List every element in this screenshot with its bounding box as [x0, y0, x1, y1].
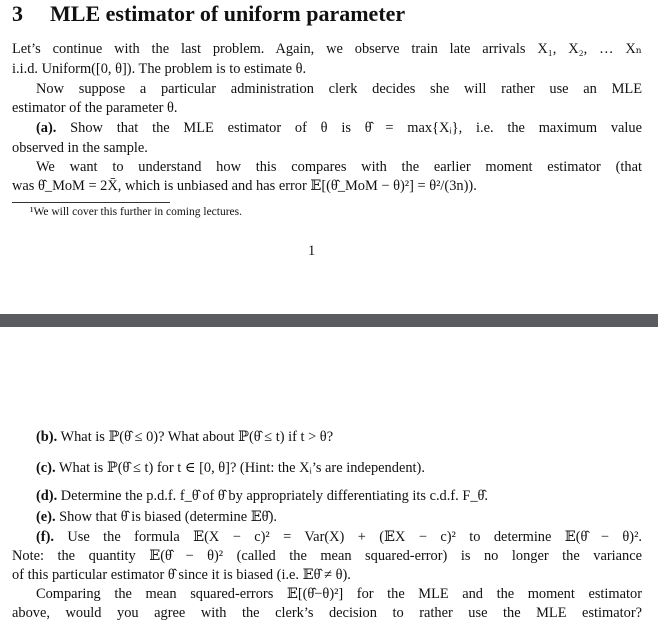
- paragraph-line: Now suppose a particular administration clerk decides she will rather use an MLE: [36, 81, 642, 97]
- section-heading: [12, 1, 405, 27]
- footnote: ¹We will cover this further in coming lectures.: [30, 206, 243, 218]
- question-b: (b). What is ℙ(θ̂ ≤ 0)? What about ℙ(θ̂ ≤ t) if t > θ?: [36, 429, 334, 445]
- paragraph-line: above, would you agree with the clerk’s decision to rather use the MLE estimator?: [12, 605, 642, 621]
- section-title: MLE estimator of uniform parameter: [50, 1, 406, 26]
- question-marker: (d).: [36, 488, 58, 504]
- page-separator: [0, 314, 658, 327]
- question-c: (c). What is ℙ(θ̂ ≤ t) for t ∈ [0, θ]? (Hint: the Xᵢ’s are independent).: [36, 460, 425, 476]
- footnote-rule: [12, 202, 170, 203]
- question-d: (d). Determine the p.d.f. f_θ̂ of θ̂ by appropriately differentiating its c.d.f. F_θ̂.: [36, 488, 489, 504]
- section-number: 3: [12, 1, 23, 26]
- question-a: (a). Show that the MLE estimator of θ is θ̂ = max{Xᵢ}, i.e. the maximum value: [36, 120, 642, 136]
- paragraph-line: Let’s continue with the last problem. Again, we observe train late arrivals X₁, X₂, … Xₙ: [12, 41, 642, 57]
- question-e: (e). Show that θ̂ is biased (determine 𝔼θ̂).: [36, 509, 277, 525]
- question-marker: (a).: [36, 120, 57, 136]
- paragraph-line: We want to understand how this compares with the earlier moment estimator (that: [36, 159, 642, 175]
- question-f: (f). Use the formula 𝔼(X − c)² = Var(X) + (𝔼X − c)² to determine 𝔼(θ̂ − θ)².: [36, 529, 642, 545]
- question-marker: (c).: [36, 460, 56, 476]
- paragraph-line: estimator of the parameter θ.: [12, 100, 178, 116]
- note-line: Note: the quantity 𝔼(θ̂ − θ)² (called the mean squared-error) is no longer the variance: [12, 548, 642, 564]
- question-marker: (f).: [36, 529, 54, 545]
- question-marker: (e).: [36, 509, 56, 525]
- page-2: [0, 327, 658, 628]
- note-line: of this particular estimator θ̂ since it is biased (i.e. 𝔼θ̂ ≠ θ).: [12, 567, 351, 583]
- paragraph-line: i.i.d. Uniform([0, θ]). The problem is to estimate θ.: [12, 61, 307, 77]
- question-marker: (b).: [36, 429, 58, 445]
- paragraph-line: observed in the sample.: [12, 140, 148, 156]
- paragraph-line: Comparing the mean squared-errors 𝔼[(θ̂−θ)²] for the MLE and the moment estimator: [36, 586, 642, 602]
- paragraph-line: was θ̂_MoM = 2X̄, which is unbiased and has error 𝔼[(θ̂_MoM − θ)²] = θ²/(3n)).: [12, 178, 477, 194]
- page-number: 1: [308, 243, 316, 259]
